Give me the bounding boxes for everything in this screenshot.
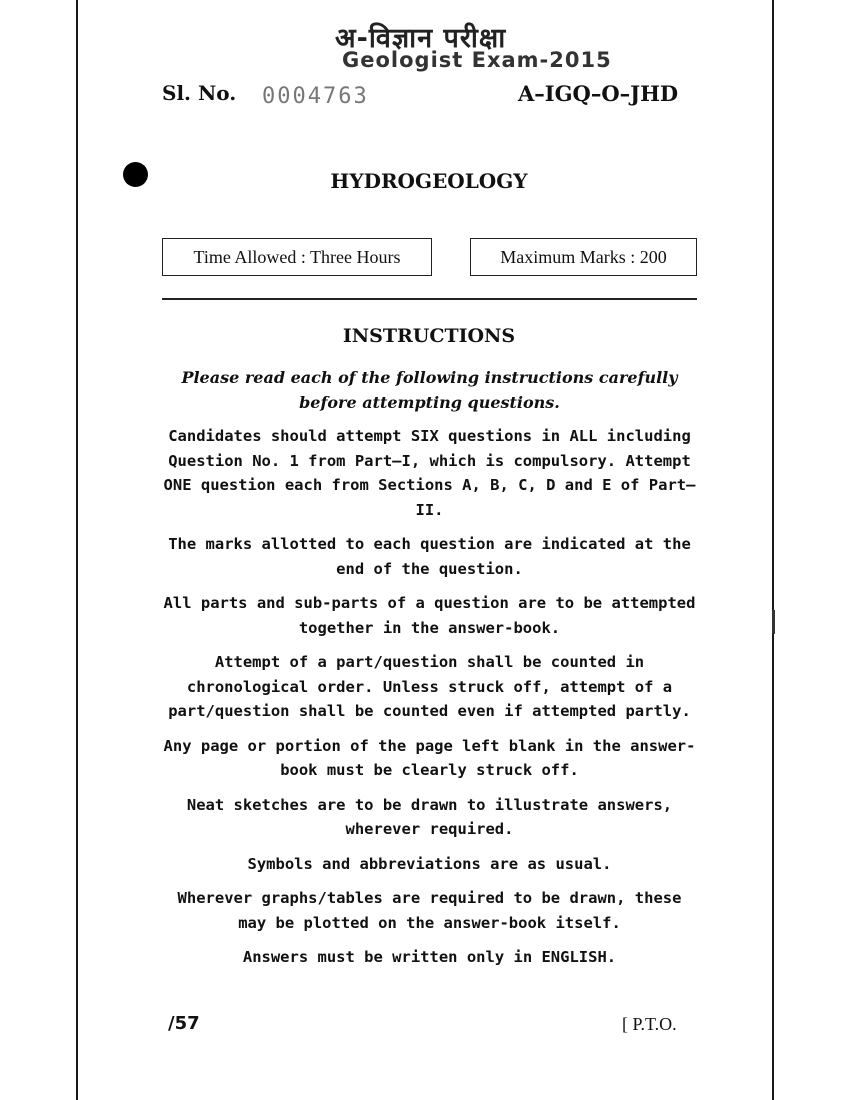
- instructions-intro: Please read each of the following instructions carefully before attempting questions.: [181, 368, 678, 412]
- maximum-marks-text: Maximum Marks : 200: [500, 246, 667, 267]
- page-edge-left: [76, 0, 78, 1100]
- paper-code: A–IGQ–O–JHD: [518, 81, 679, 106]
- serial-number: 0004763: [262, 84, 369, 109]
- instruction-item: Wherever graphs/tables are required to be drawn, these may be plotted on the answer-book itself.: [177, 889, 682, 932]
- divider: [162, 298, 697, 300]
- maximum-marks-box: [470, 238, 697, 276]
- page-edge-right: [772, 0, 774, 1100]
- instruction-item: The marks allotted to each question are indicated at the end of the question.: [168, 535, 691, 578]
- instructions-list: [162, 424, 697, 980]
- instruction-item: Any page or portion of the page left blank in the answer-book must be clearly struck off.: [163, 736, 696, 779]
- page-code: /57: [168, 1013, 200, 1034]
- instruction-item: All parts and sub-parts of a question are to be attempted together in the answer-book.: [163, 594, 696, 637]
- serial-number-label: Sl. No.: [162, 81, 237, 105]
- instruction-item: Attempt of a part/question shall be counted in chronological order. Unless struck off, attempt of a part/question shall be counted even if attempted partly.: [168, 653, 691, 720]
- instruction-item: Neat sketches are to be drawn to illustrate answers, wherever required.: [186, 795, 673, 838]
- pto-note: [ P.T.O.: [622, 1014, 677, 1034]
- instructions-heading: INSTRUCTIONS: [342, 325, 516, 347]
- instruction-item: Symbols and abbreviations are as usual.: [247, 854, 612, 873]
- instruction-item: Candidates should attempt SIX questions in ALL including Question No. 1 from Part—I, which is compulsory. Attempt ONE question each from Sections A, B, C, D and E of Part—II.: [163, 427, 696, 519]
- time-allowed-text: Time Allowed : Three Hours: [193, 246, 401, 267]
- exam-stamp-hindi: अ-विज्ञान परीक्षा: [335, 23, 507, 54]
- exam-stamp-english: Geologist Exam-2015: [342, 48, 612, 72]
- instruction-item: Answers must be written only in ENGLISH.: [242, 948, 617, 966]
- page-edge-mark: [772, 610, 775, 634]
- subject-title: HYDROGEOLOGY: [330, 169, 528, 193]
- time-allowed-box: [162, 238, 432, 276]
